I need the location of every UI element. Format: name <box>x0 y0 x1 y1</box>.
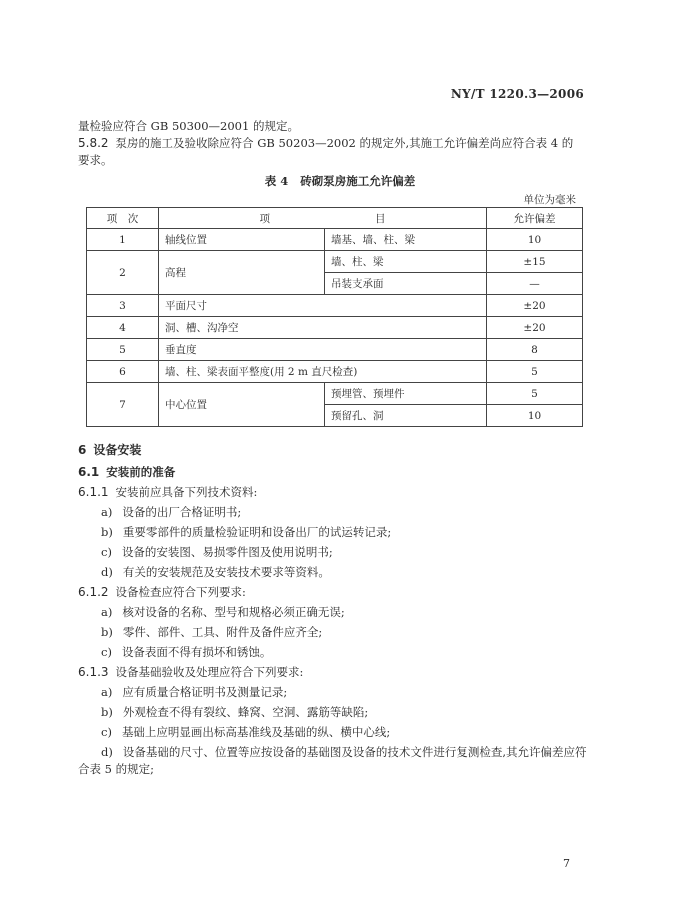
row-value: 8 <box>487 339 583 361</box>
page-number: 7 <box>563 857 570 870</box>
table-row <box>87 317 583 339</box>
clause-number: 5.8.2 <box>78 136 109 150</box>
list-item <box>101 604 345 620</box>
row-sub-item: 墙基、墙、柱、梁 <box>325 229 487 251</box>
paragraph-continuation: 量检验应符合 GB 50300—2001 的规定。 <box>78 119 299 133</box>
clause-text: 设备基础验收及处理应符合下列要求: <box>115 665 304 679</box>
row-value: 5 <box>487 383 583 405</box>
section-title: 安装前的准备 <box>106 465 176 479</box>
header-tolerance: 允许偏差 <box>487 208 583 229</box>
row-value: ±15 <box>487 251 583 273</box>
list-text: 零件、部件、工具、附件及备件应齐全; <box>122 625 323 639</box>
clause-6-1-3 <box>78 664 303 680</box>
list-item <box>101 504 241 520</box>
list-text: 有关的安装规范及安装技术要求等资料。 <box>122 565 330 579</box>
row-item: 轴线位置 <box>159 229 325 251</box>
standard-number: NY/T 1220.3—2006 <box>450 87 584 101</box>
clause-text: 安装前应具备下列技术资料: <box>115 485 258 499</box>
clause-5-8-2 <box>78 135 573 151</box>
row-sub-item: 吊装支承面 <box>325 273 487 295</box>
list-text: 重要零部件的质量检验证明和设备出厂的试运转记录; <box>122 525 392 539</box>
table-row <box>87 229 583 251</box>
list-item <box>101 704 368 720</box>
row-no: 5 <box>87 339 159 361</box>
section-number: 6.1 <box>78 465 100 479</box>
row-item: 平面尺寸 <box>159 295 487 317</box>
list-marker: a) <box>101 605 113 619</box>
table-unit: 单位为毫米 <box>523 194 576 206</box>
list-item <box>101 744 587 760</box>
clause-text: 设备检查应符合下列要求: <box>115 585 246 599</box>
table-number: 表 4 <box>264 174 289 188</box>
row-item: 洞、槽、沟净空 <box>159 317 487 339</box>
clause-5-8-2-continuation: 要求。 <box>78 153 113 167</box>
row-no: 6 <box>87 361 159 383</box>
list-text: 设备基础的尺寸、位置等应按设备的基础图及设备的技术文件进行复测检查,其允许偏差应符 <box>122 745 587 759</box>
list-marker: a) <box>101 685 113 699</box>
table-row <box>87 383 583 405</box>
row-sub-item: 墙、柱、梁 <box>325 251 487 273</box>
list-item-continuation: 合表 5 的规定; <box>78 762 155 776</box>
list-item <box>101 644 271 660</box>
row-no: 4 <box>87 317 159 339</box>
row-no: 3 <box>87 295 159 317</box>
list-marker: c) <box>101 725 112 739</box>
list-marker: c) <box>101 645 112 659</box>
row-sub-item: 预留孔、洞 <box>325 405 487 427</box>
table-header-row <box>87 208 583 229</box>
list-item <box>101 624 322 640</box>
list-marker: d) <box>101 745 113 759</box>
row-no: 1 <box>87 229 159 251</box>
list-item <box>101 544 333 560</box>
list-marker: d) <box>101 565 113 579</box>
list-marker: b) <box>101 705 113 719</box>
row-value: 10 <box>487 229 583 251</box>
clause-number: 6.1.2 <box>78 585 109 599</box>
table-row <box>87 251 583 273</box>
row-item: 中心位置 <box>159 383 325 427</box>
table-row <box>87 361 583 383</box>
list-text: 应有质量合格证明书及测量记录; <box>122 685 288 699</box>
clause-6-1-1 <box>78 484 257 500</box>
list-item <box>101 684 287 700</box>
list-text: 设备的出厂合格证明书; <box>122 505 242 519</box>
header-item-no: 项 次 <box>87 208 159 229</box>
row-no: 7 <box>87 383 159 427</box>
row-value: — <box>487 273 583 295</box>
list-text: 设备表面不得有损坏和锈蚀。 <box>121 645 272 659</box>
row-sub-item: 预埋管、预埋件 <box>325 383 487 405</box>
row-value: 5 <box>487 361 583 383</box>
list-text: 设备的安装图、易损零件图及使用说明书; <box>121 545 333 559</box>
row-value: ±20 <box>487 295 583 317</box>
clause-number: 6.1.1 <box>78 485 109 499</box>
list-item <box>101 564 330 580</box>
clause-text: 泵房的施工及验收除应符合 GB 50203—2002 的规定外,其施工允许偏差尚应符合表 4 的 <box>115 136 574 150</box>
list-item <box>101 524 391 540</box>
row-item: 高程 <box>159 251 325 295</box>
row-item: 垂直度 <box>159 339 487 361</box>
section-title: 设备安装 <box>93 443 142 457</box>
row-item: 墙、柱、梁表面平整度(用 2 m 直尺检查) <box>159 361 487 383</box>
row-value: 10 <box>487 405 583 427</box>
section-6-heading <box>78 441 141 458</box>
list-marker: c) <box>101 545 112 559</box>
section-number: 6 <box>78 443 87 457</box>
section-6-1-heading <box>78 464 175 480</box>
row-no: 2 <box>87 251 159 295</box>
row-value: ±20 <box>487 317 583 339</box>
list-marker: b) <box>101 625 113 639</box>
header-item: 项 目 <box>159 208 487 229</box>
table-row <box>87 295 583 317</box>
table-title: 砖砌泵房施工允许偏差 <box>300 174 416 188</box>
clause-6-1-2 <box>78 584 246 600</box>
list-marker: b) <box>101 525 113 539</box>
tolerance-table <box>86 207 583 427</box>
list-item <box>101 724 390 740</box>
list-text: 核对设备的名称、型号和规格必须正确无误; <box>122 605 345 619</box>
list-marker: a) <box>101 505 113 519</box>
list-text: 外观检查不得有裂纹、蜂窝、空洞、露筋等缺陷; <box>122 705 369 719</box>
clause-number: 6.1.3 <box>78 665 109 679</box>
table-row <box>87 339 583 361</box>
table-caption <box>0 173 680 189</box>
list-text: 基础上应明显画出标高基准线及基础的纵、横中心线; <box>121 725 391 739</box>
